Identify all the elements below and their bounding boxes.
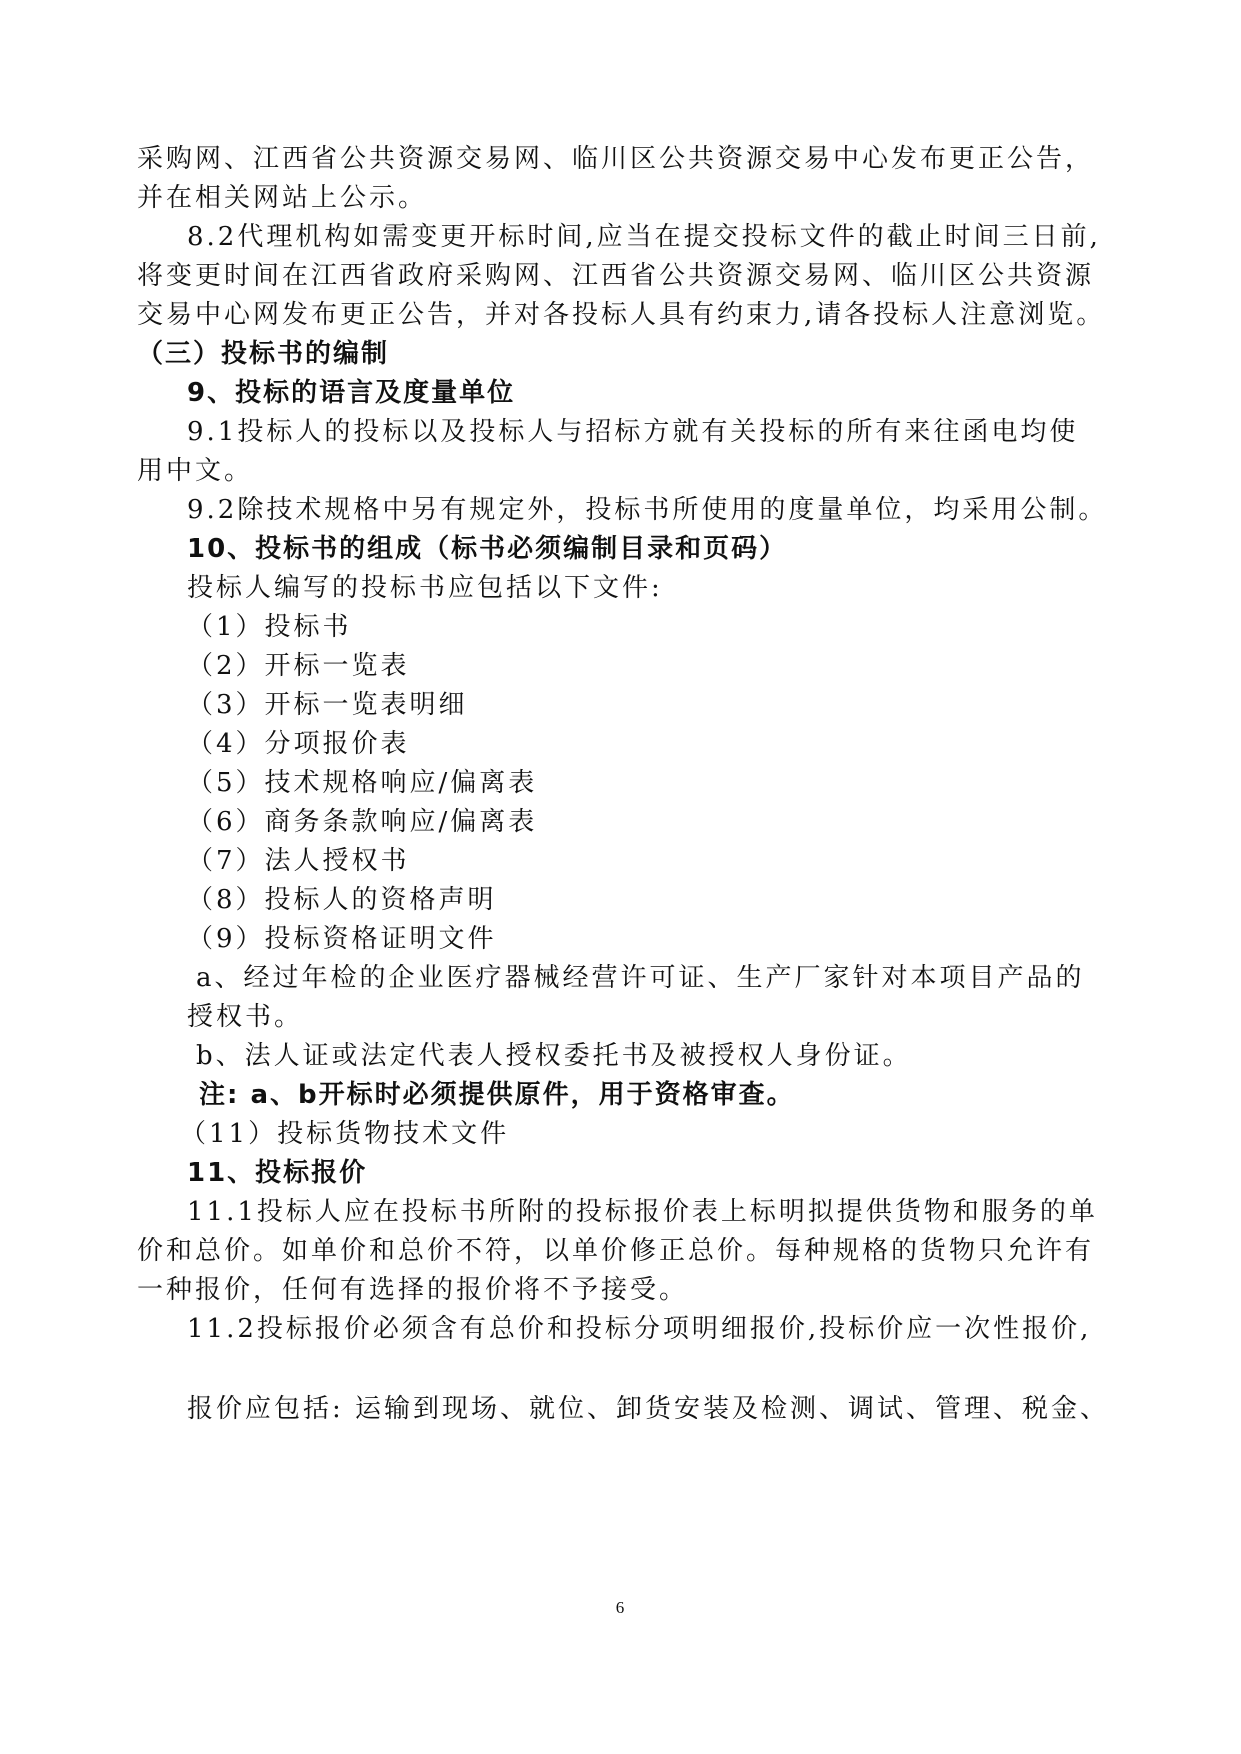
body-text-line: 价和总价。如单价和总价不符，以单价修正总价。每种规格的货物只允许有	[137, 1236, 1095, 1266]
body-text-line: 9.2除技术规格中另有规定外，投标书所使用的度量单位，均采用公制。	[187, 495, 1108, 525]
subsection-heading: 11、投标报价	[187, 1158, 368, 1188]
body-text-line: 采购网、江西省公共资源交易网、临川区公共资源交易中心发布更正公告，	[137, 144, 1095, 174]
subsection-heading: 10、投标书的组成（标书必须编制目录和页码）	[187, 534, 788, 564]
body-text-line: a、经过年检的企业医疗器械经营许可证、生产厂家针对本项目产品的	[196, 963, 1085, 993]
list-item: （1）投标书	[187, 612, 352, 642]
body-text-line: 并在相关网站上公示。	[137, 183, 428, 213]
list-item: （2）开标一览表	[187, 651, 410, 681]
list-item: （5）技术规格响应/偏离表	[187, 768, 538, 798]
body-text-line: 一种报价，任何有选择的报价将不予接受。	[137, 1275, 689, 1305]
page-number: 6	[615, 1598, 625, 1617]
list-item: （4）分项报价表	[187, 729, 410, 759]
body-text-line: 投标人编写的投标书应包括以下文件:	[187, 573, 663, 603]
list-item: （7）法人授权书	[187, 846, 410, 876]
body-text-line: 用中文。	[137, 456, 254, 486]
body-text-line: 授权书。	[187, 1002, 304, 1032]
body-text-line: 11.2投标报价必须含有总价和投标分项明细报价,投标价应一次性报价,	[187, 1314, 1092, 1344]
list-item: （8）投标人的资格声明	[187, 885, 497, 915]
list-item: （9）投标资格证明文件	[187, 924, 497, 954]
body-text-line: b、法人证或法定代表人授权委托书及被授权人身份证。	[196, 1041, 912, 1071]
body-text-line: 8.2代理机构如需变更开标时间,应当在提交投标文件的截止时间三日前,	[187, 222, 1101, 252]
body-text-line: 9.1投标人的投标以及投标人与招标方就有关投标的所有来往函电均使	[187, 417, 1079, 447]
body-text-line: 交易中心网发布更正公告，并对各投标人具有约束力,请各投标人注意浏览。	[137, 300, 1106, 330]
subsection-heading: 9、投标的语言及度量单位	[187, 378, 516, 408]
list-item: （11）投标货物技术文件	[180, 1119, 510, 1149]
list-item: （6）商务条款响应/偏离表	[187, 807, 538, 837]
body-text-line: 将变更时间在江西省政府采购网、江西省公共资源交易网、临川区公共资源	[137, 261, 1095, 291]
section-heading: （三）投标书的编制	[137, 339, 390, 369]
note-text: 注: a、b开标时必须提供原件，用于资格审查。	[199, 1080, 795, 1110]
body-text-line: 报价应包括: 运输到现场、就位、卸货安装及检测、调试、管理、税金、	[187, 1394, 1110, 1424]
body-text-line: 11.1投标人应在投标书所附的投标报价表上标明拟提供货物和服务的单	[187, 1197, 1098, 1227]
list-item: （3）开标一览表明细	[187, 690, 468, 720]
